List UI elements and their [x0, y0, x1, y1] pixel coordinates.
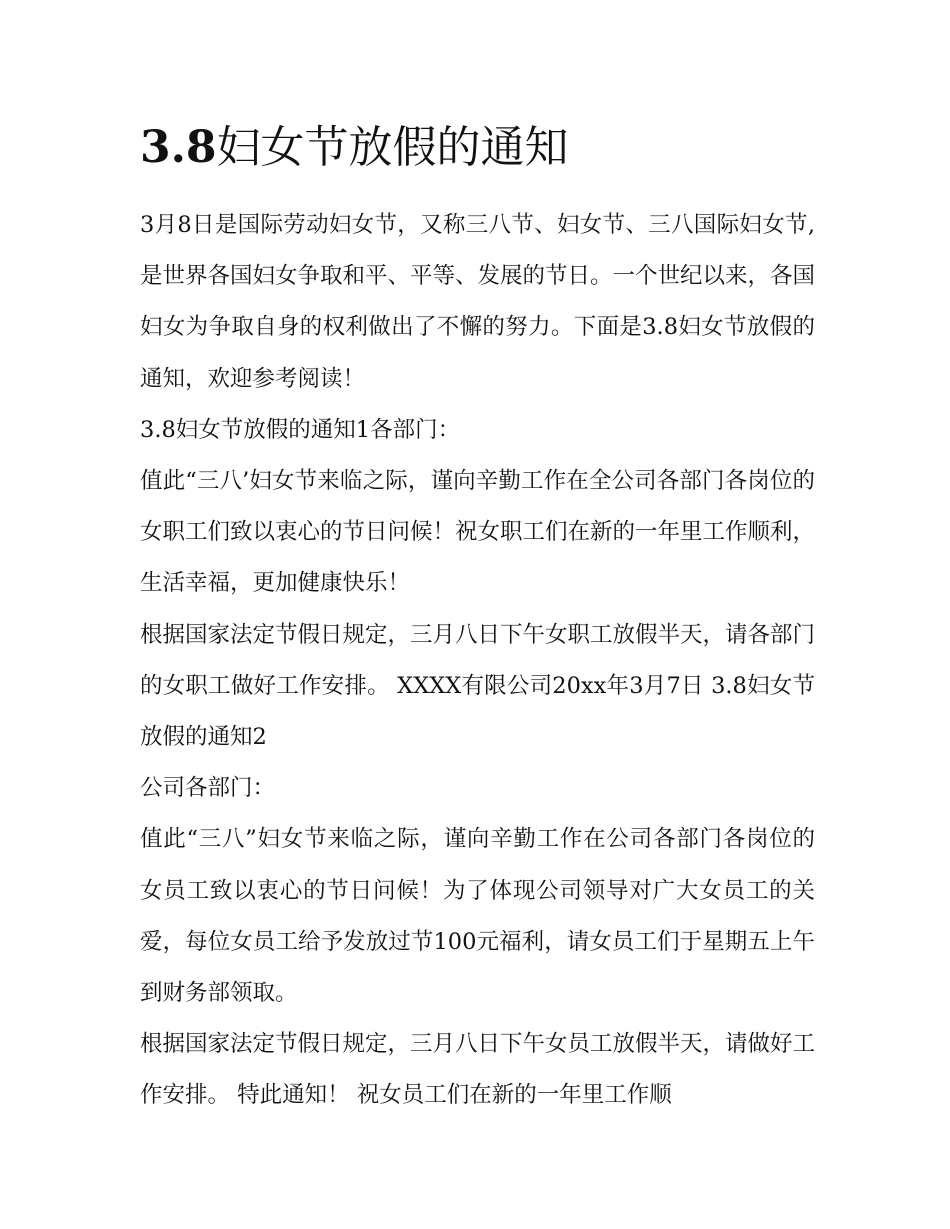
paragraph-notice-2-greeting: 值此“三八”妇女节来临之际，谨向辛勤工作在公司各部门各岗位的女员工致以衷心的节日问候！为了体现公司领导对广大女员工的关爱，每位女员工给予发放过节100元福利，请女员工们于星期五上午到财务部领取。 [140, 826, 815, 1007]
document-body [140, 118, 815, 1122]
paragraph-notice-1-greeting: 值此“三八’妇女节来临之际，谨向辛勤工作在全公司各部门各岗位的女职工们致以衷心的节日问候！祝女职工们在新的一年里工作顺利，生活幸福，更加健康快乐！ [140, 468, 816, 597]
paragraph-notice-2-addressee: 公司各部门： [140, 775, 276, 802]
title-text: 妇女节放假的通知 [216, 122, 569, 173]
paragraph-notice-2-arrangement: 根据国家法定节假日规定，三月八日下午女员工放假半天，请做好工作安排。 特此通知！ 祝女员工们在新的一年里工作顺 [140, 1031, 816, 1109]
document-title [140, 118, 815, 178]
paragraph-intro: 3月8日是国际劳动妇女节，又称三八节、妇女节、三八国际妇女节,是世界各国妇女争取和平、平等、发展的节日。一个世纪以来，各国妇女为争取自身的权利做出了不懈的努力。下面是3.8妇女节放假的通知，欢迎参考阅读！ [140, 212, 816, 392]
paragraph-notice-1-arrangement: 根据国家法定节假日规定，三月八日下午女职工放假半天，请各部门的女职工做好工作安排。 XXXX有限公司20xx年3月7日 3.8妇女节放假的通知2 [140, 621, 816, 751]
paragraph-notice-1-heading: 3.8妇女节放假的通知1各部门： [140, 416, 461, 443]
title-number: 3.8 [140, 122, 217, 173]
